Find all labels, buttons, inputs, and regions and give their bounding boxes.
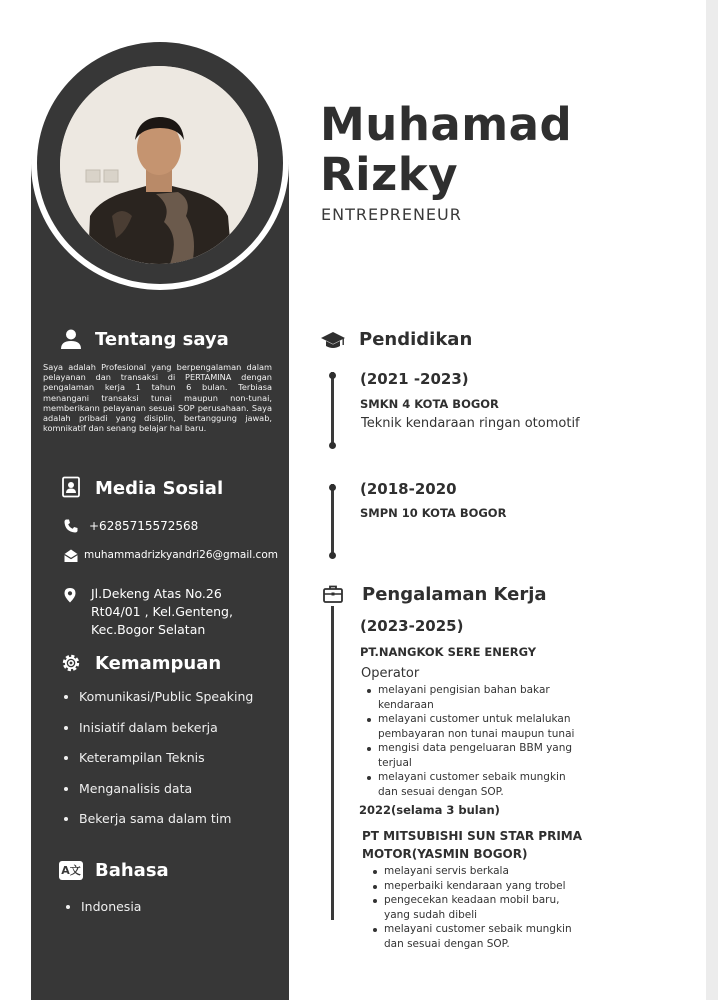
media-title: Media Sosial — [95, 478, 224, 499]
duty-item: melayani customer sebaik mungkin dan sesuai dengan SOP. — [370, 922, 585, 951]
education-years: (2018-2020 — [360, 480, 457, 498]
timeline-dot — [329, 372, 336, 379]
timeline-dot — [329, 442, 336, 449]
briefcase-icon — [322, 583, 344, 605]
about-title: Tentang saya — [95, 329, 229, 350]
experience-title: Pengalaman Kerja — [362, 584, 547, 605]
timeline-line — [331, 606, 334, 920]
duty-item: melayani customer untuk melalukan pembayaran non tunai maupun tunai — [364, 712, 584, 741]
full-name: Muhamad Rizky — [320, 98, 573, 201]
about-text: Saya adalah Profesional yang berpengalaman dalam pelayanan dan transaksi di PERTAMINA dengan pengalaman kerja 1 tahun 6 bulan. Terbiasa menangani transaksi tunai maupun non-tunai, memberikann pelayanan sesuai SOP perusahaan. Saya adalah pribadi yang disiplin, bertanggung jawab, komnikatif dan senang belajar hal baru. — [43, 362, 272, 434]
phone-number[interactable]: +6285715572568 — [89, 519, 199, 533]
email-icon — [63, 548, 79, 564]
timeline-line — [331, 372, 334, 446]
skills-title: Kemampuan — [95, 653, 222, 674]
education-title: Pendidikan — [359, 329, 473, 350]
job-years: 2022(selama 3 bulan) — [359, 803, 500, 817]
duty-item: melayani customer sebaik mungkin dan sesuai dengan SOP. — [364, 770, 584, 799]
education-school: SMPN 10 KOTA BOGOR — [360, 506, 507, 520]
skill-item: Komunikasi/Public Speaking — [64, 689, 253, 704]
location-pin-icon — [62, 587, 78, 603]
email-address[interactable]: muhammadrizkyandri26@gmail.com — [84, 549, 278, 561]
phone-icon — [63, 518, 79, 534]
education-major: Teknik kendaraan ringan otomotif — [361, 416, 580, 431]
skill-item: Menganalisis data — [64, 781, 192, 796]
profile-photo — [60, 66, 258, 264]
language-item: Indonesia — [66, 899, 141, 914]
job-company: PT.NANGKOK SERE ENERGY — [360, 645, 537, 659]
page-edge — [706, 0, 718, 1000]
graduation-cap-icon — [320, 329, 346, 351]
education-school: SMKN 4 KOTA BOGOR — [360, 397, 499, 411]
duty-item: melayani pengisian bahan bakar kendaraan — [364, 683, 584, 712]
job-duties — [370, 864, 585, 951]
user-icon — [60, 328, 82, 350]
language-icon: A文 — [59, 861, 83, 880]
skill-item: Keterampilan Teknis — [64, 750, 205, 765]
language-title: Bahasa — [95, 860, 169, 881]
duty-item: meperbaiki kendaraan yang trobel — [370, 879, 585, 894]
job-duties — [364, 683, 584, 799]
timeline-line — [331, 484, 334, 556]
duty-item: pengecekan keadaan mobil baru, yang sudah dibeli — [370, 893, 585, 922]
gear-icon — [60, 652, 82, 674]
address: Jl.Dekeng Atas No.26 Rt04/01 , Kel.Genteng, Kec.Bogor Selatan — [91, 586, 233, 637]
duty-item: melayani servis berkala — [370, 864, 585, 879]
job-position: Operator — [361, 666, 420, 681]
skill-item: Inisiatif dalam bekerja — [64, 720, 218, 735]
timeline-dot — [329, 552, 336, 559]
skill-item: Bekerja sama dalam tim — [64, 811, 231, 826]
job-role: ENTREPRENEUR — [321, 205, 462, 224]
timeline-dot — [329, 484, 336, 491]
job-years: (2023-2025) — [360, 617, 464, 635]
contact-card-icon — [60, 476, 82, 498]
job-company: PT MITSUBISHI SUN STAR PRIMA MOTOR(YASMIN BOGOR) — [362, 829, 583, 861]
duty-item: mengisi data pengeluaran BBM yang terjual — [364, 741, 584, 770]
education-years: (2021 -2023) — [360, 370, 469, 388]
